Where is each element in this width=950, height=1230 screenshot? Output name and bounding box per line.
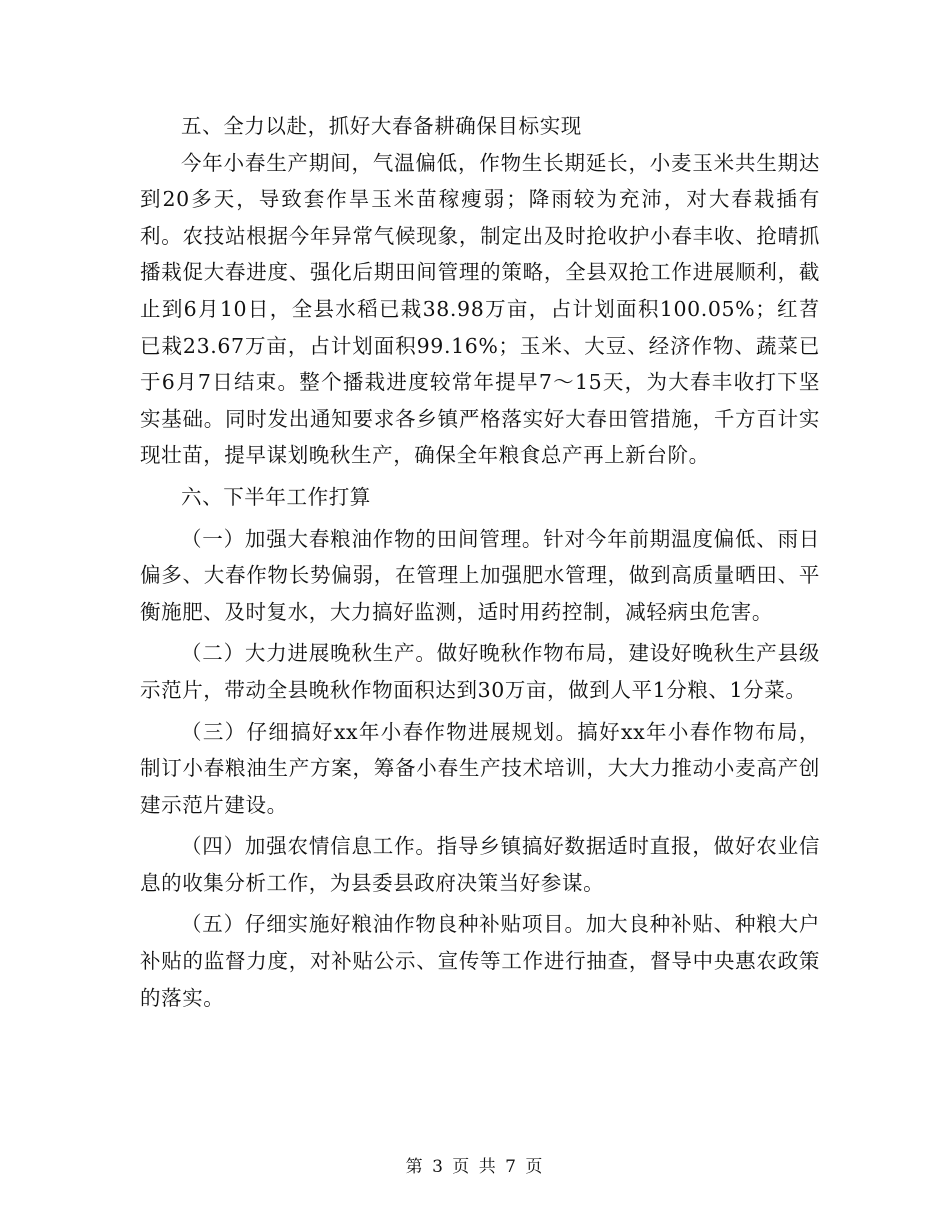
body-paragraph: （一）加强大春粮油作物的田间管理。针对今年前期温度偏低、雨日偏多、大春作物长势偏弱，在管理上加强肥水管理，做到高质量晒田、平衡施肥、及时复水，大力搞好监测，适时用药控制，减轻病虫危害。 — [140, 526, 820, 624]
page-number-footer: 第 3 页 共 7 页 — [405, 1157, 545, 1177]
body-paragraph: （四）加强农情信息工作。指导乡镇搞好数据适时直报，做好农业信息的收集分析工作，为县委县政府决策当好参谋。 — [140, 834, 820, 895]
section-heading-6: 六、下半年工作打算 — [181, 484, 371, 509]
body-paragraph: 今年小春生产期间，气温偏低，作物生长期延长，小麦玉米共生期达到20多天，导致套作旱玉米苗稼瘦弱；降雨较为充沛，对大春栽插有利。农技站根据今年异常气候现象，制定出及时抢收护小春丰收、抢晴抓播栽促大春进度、强化后期田间管理的策略，全县双抢工作进展顺利，截止到6月10日，全县水稻已栽38.98万亩，占计划面积100.05%；红苕已栽23.67万亩，占计划面积99.16%；玉米、大豆、经济作物、蔬菜已于6月7日结束。整个播栽进度较常年提早7～15天，为大春丰收打下坚实基础。同时发出通知要求各乡镇严格落实好大春田管措施，千方百计实现壮苗，提早谋划晚秋生产，确保全年粮食总产再上新台阶。 — [140, 150, 820, 468]
body-paragraph: （二）大力进展晚秋生产。做好晚秋作物布局，建设好晚秋生产县级示范片，带动全县晚秋作物面积达到30万亩，做到人平1分粮、1分菜。 — [140, 641, 820, 702]
document-body — [140, 108, 820, 1016]
section-heading-5: 五、全力以赴，抓好大春备耕确保目标实现 — [181, 114, 582, 138]
body-paragraph: （三）仔细搞好xx年小春作物进展规划。搞好xx年小春作物布局，制订小春粮油生产方案，筹备小春生产技术培训，大大力推动小麦高产创建示范片建设。 — [140, 719, 820, 817]
body-paragraph: （五）仔细实施好粮油作物良种补贴项目。加大良种补贴、种粮大户补贴的监督力度，对补贴公示、宣传等工作进行抽查，督导中央惠农政策的落实。 — [140, 912, 820, 1010]
